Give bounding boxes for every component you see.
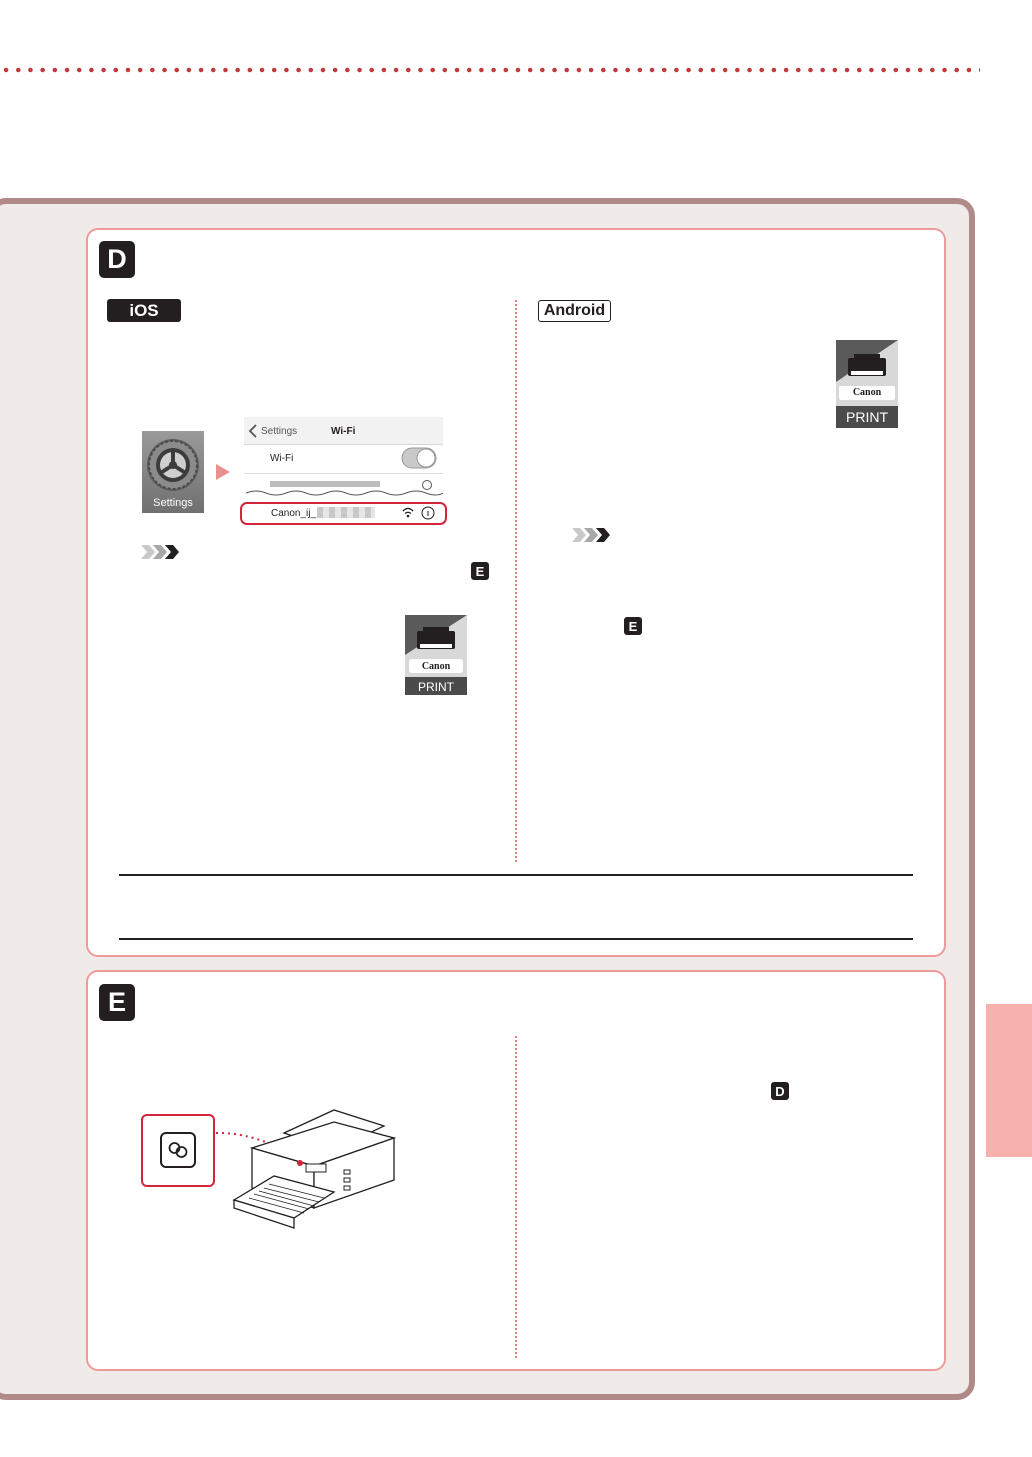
top-dotted-rule	[0, 66, 980, 74]
ref-badge-d: D	[771, 1082, 789, 1100]
right-triangle-icon	[215, 463, 231, 481]
wifi-signal-info-icons	[401, 506, 437, 520]
note-rule-top	[119, 874, 913, 876]
wireless-connect-button[interactable]	[160, 1132, 196, 1168]
ref-badge-e-android: E	[624, 617, 642, 635]
print-label: PRINT	[846, 409, 888, 425]
android-tag: Android	[538, 300, 611, 322]
canon-print-app-icon	[405, 615, 467, 695]
wireless-connect-icon	[167, 1142, 189, 1158]
triple-chevron-icon	[572, 528, 612, 542]
back-label[interactable]: Settings	[261, 426, 298, 437]
ref-badge-e-ios: E	[471, 562, 489, 580]
canon-brand: Canon	[421, 661, 451, 672]
canon-print-app-icon-android	[836, 340, 898, 428]
wifi-toggle[interactable]	[401, 447, 437, 469]
printer-illustration	[214, 1108, 404, 1233]
gear-icon	[142, 431, 204, 497]
blurred-network-rows	[244, 477, 443, 499]
note-rule-bottom	[119, 938, 913, 940]
chevron-left-icon[interactable]	[248, 424, 258, 438]
canon-brand: Canon	[852, 387, 882, 398]
side-tab	[986, 1004, 1032, 1157]
wifi-row-label: Wi-Fi	[270, 453, 294, 464]
section-e-badge: E	[99, 984, 135, 1021]
ios-tag: iOS	[107, 299, 181, 322]
row-divider	[244, 473, 443, 474]
canon-network-name: Canon_ij_	[271, 508, 317, 519]
section-d-badge: D	[99, 241, 135, 278]
blurred-network-suffix	[317, 507, 375, 518]
wifi-screen-title: Wi-Fi	[331, 426, 356, 437]
triple-chevron-icon	[141, 545, 181, 559]
print-label: PRINT	[418, 680, 454, 694]
column-divider-e	[515, 1036, 517, 1360]
settings-app-label: Settings	[153, 497, 193, 509]
column-divider	[515, 300, 517, 862]
